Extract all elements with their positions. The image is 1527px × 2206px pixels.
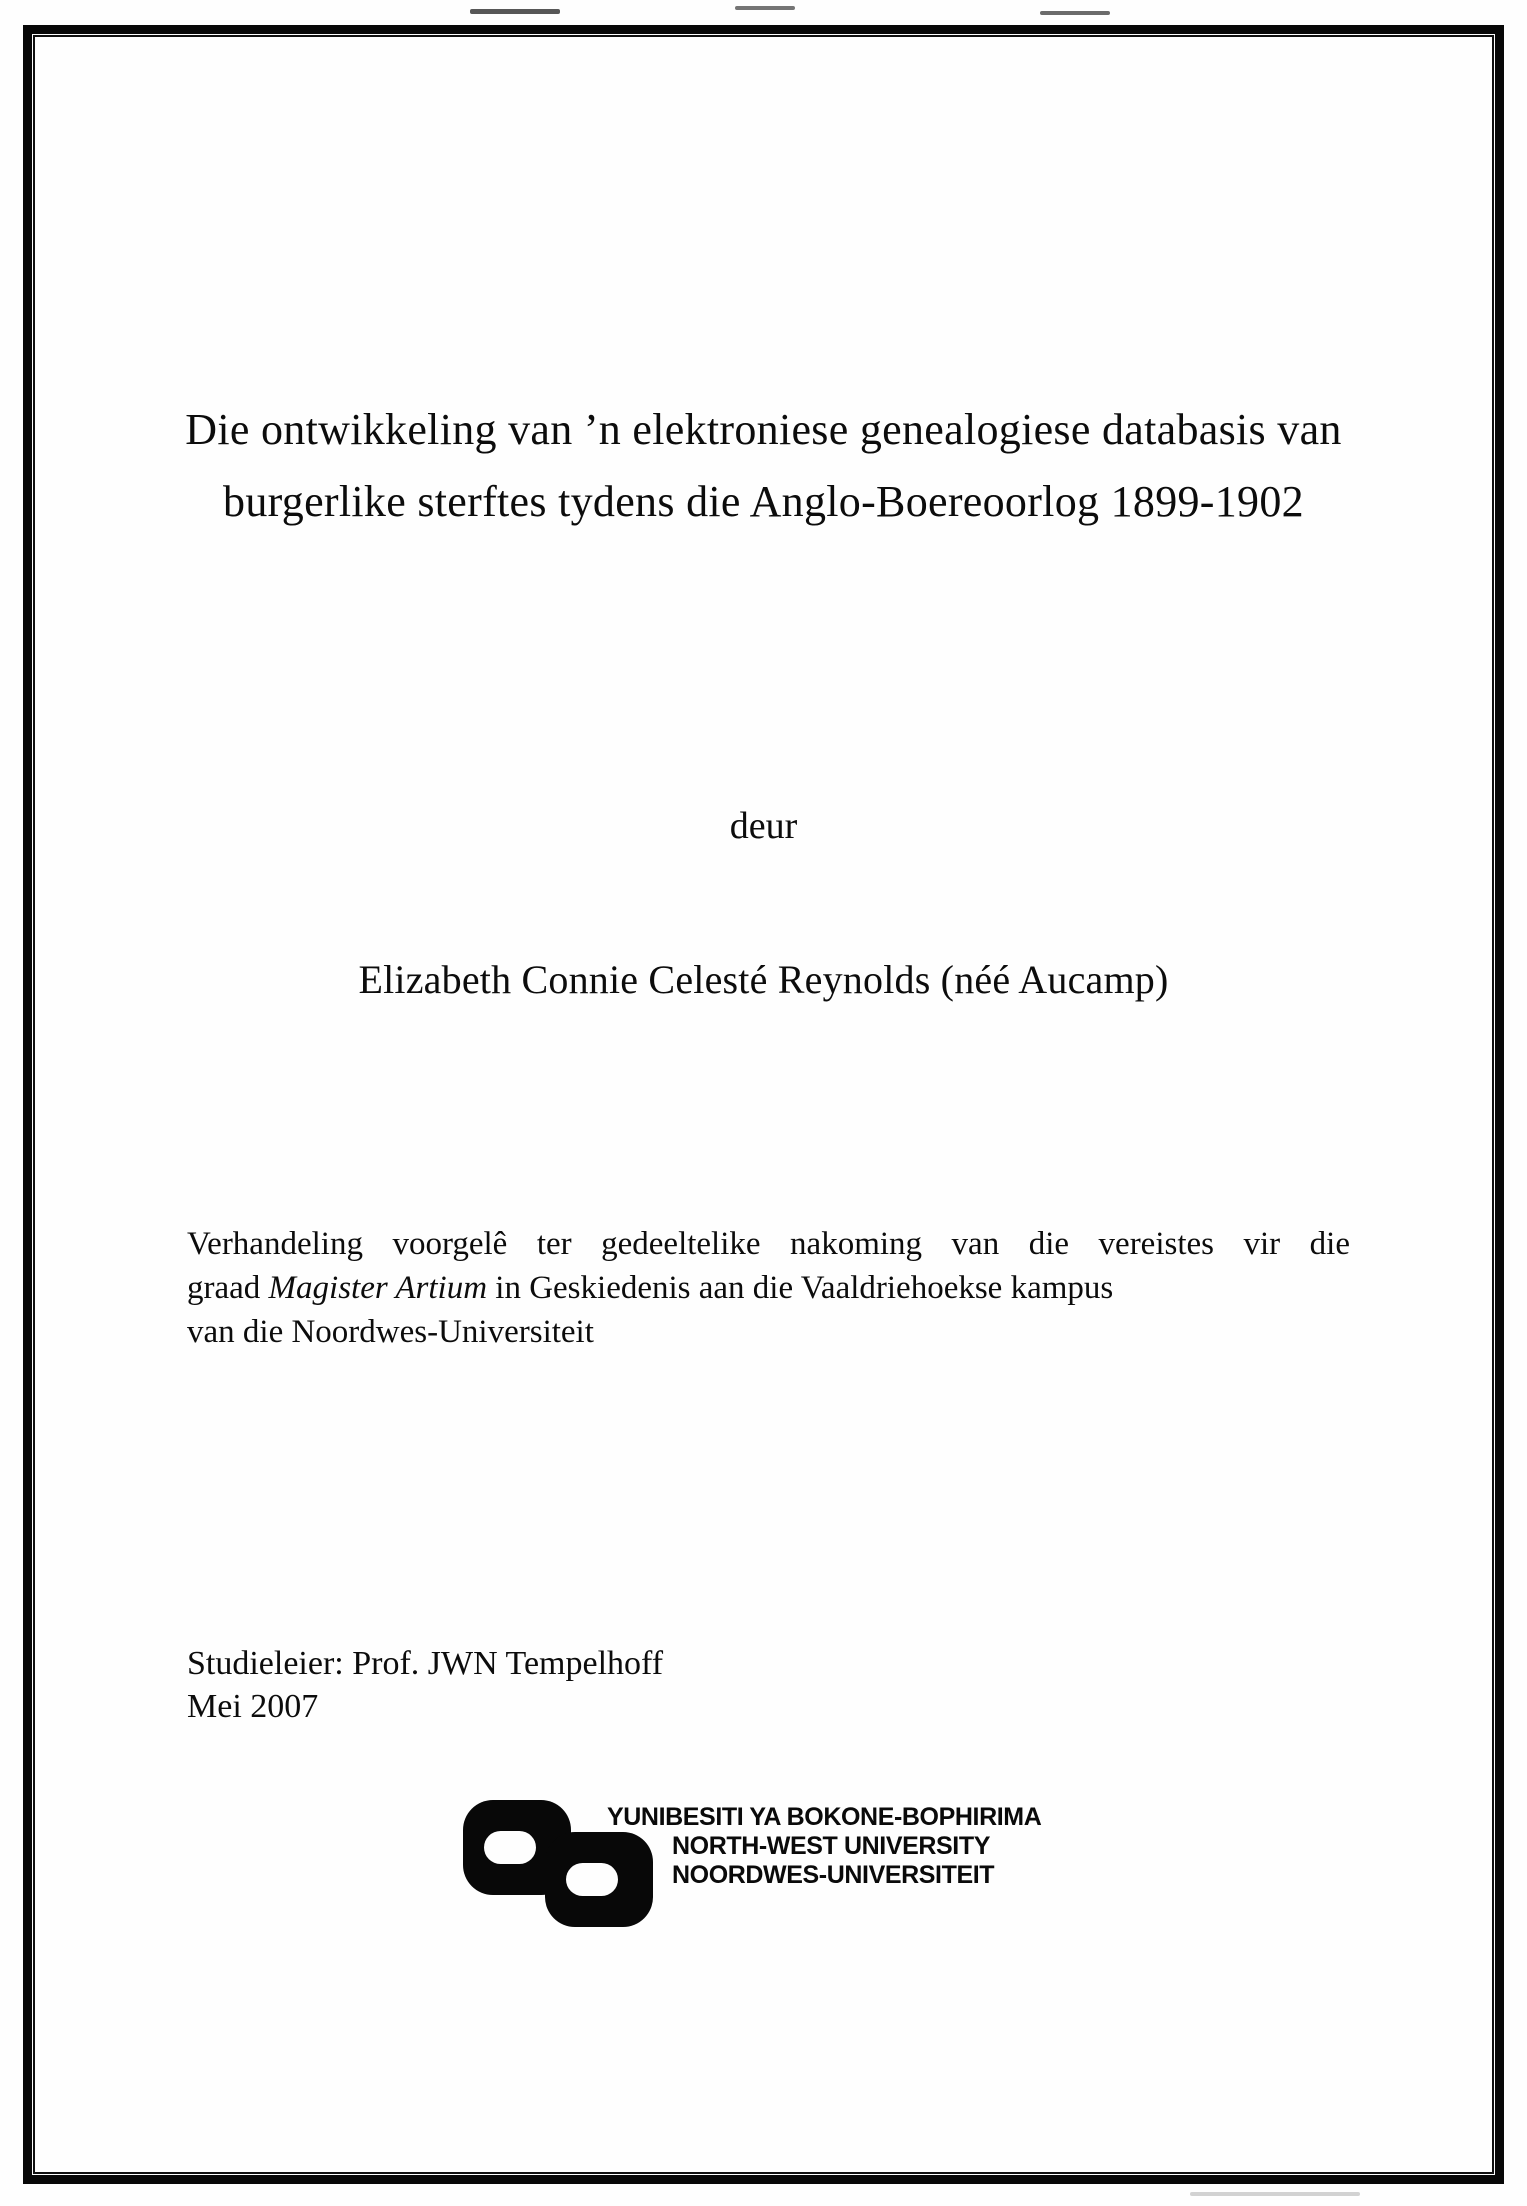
thesis-title-line2: burgerlike sterftes tydens die Anglo-Boereoorlog 1899-1902 xyxy=(223,477,1304,526)
author-name: Elizabeth Connie Celesté Reynolds (néé Aucamp) xyxy=(358,957,1169,1002)
degree-statement-line2 xyxy=(187,1266,1350,1310)
thesis-title xyxy=(60,394,1467,538)
scan-artifact xyxy=(735,6,795,10)
degree-statement-line2-prefix: graad xyxy=(187,1270,269,1306)
university-logo-text xyxy=(607,1803,1041,1890)
logo-name-afrikaans: NOORDWES-UNIVERSITEIT xyxy=(672,1861,995,1889)
byline-label: deur xyxy=(729,805,798,847)
supervisor-block xyxy=(187,1642,663,1728)
degree-statement-line1: Verhandeling voorgelê ter gedeeltelike nakoming van die vereistes vir die xyxy=(187,1226,1350,1262)
scan-artifact xyxy=(1040,11,1110,15)
scan-artifact xyxy=(1190,2192,1360,2196)
thesis-title-line1: Die ontwikkeling van ’n elektroniese genealogiese databasis van xyxy=(185,405,1342,454)
university-logo xyxy=(463,1799,1103,1939)
degree-name-italic: Magister Artium xyxy=(268,1270,488,1306)
logo-name-setswana: YUNIBESITI YA BOKONE-BOPHIRIMA xyxy=(607,1803,1042,1831)
scan-artifact xyxy=(470,9,560,14)
degree-statement-line2-suffix: in Geskiedenis aan die Vaaldriehoekse kampus xyxy=(487,1270,1114,1306)
supervisor-line: Studieleier: Prof. JWN Tempelhoff xyxy=(187,1645,664,1682)
degree-statement xyxy=(187,1222,1350,1354)
logo-name-english: NORTH-WEST UNIVERSITY xyxy=(672,1832,990,1860)
degree-statement-line3: van die Noordwes-Universiteit xyxy=(187,1314,594,1350)
date-line: Mei 2007 xyxy=(187,1688,319,1725)
